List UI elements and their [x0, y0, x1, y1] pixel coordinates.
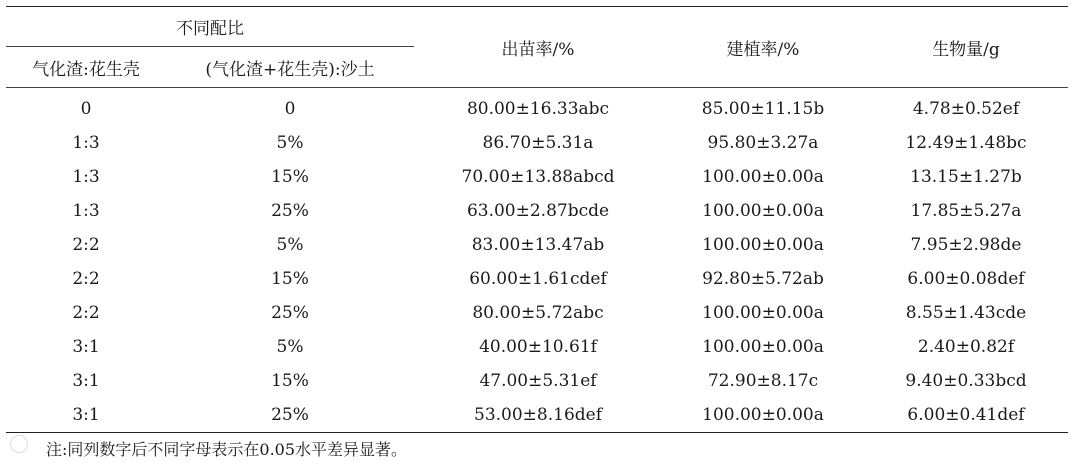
cell-emergence-rate: 53.00±8.16def	[414, 398, 662, 433]
cell-mix-sand-ratio: 25%	[166, 398, 414, 433]
cell-slag-peanut-ratio: 3:1	[72, 337, 100, 357]
table-row	[6, 194, 1068, 228]
cell-mix-sand-ratio: 5%	[276, 337, 304, 357]
cell-biomass: 6.00±0.41def	[864, 398, 1068, 433]
cell-establishment-rate: 92.80±5.72ab	[702, 269, 824, 289]
cell-establishment-rate: 100.00±0.00a	[702, 337, 824, 357]
cell-mix-sand-ratio: 15%	[271, 371, 309, 391]
cell-establishment-rate: 100.00±0.00a	[702, 235, 824, 255]
cell-emergence-rate: 70.00±13.88abcd	[461, 167, 615, 187]
cell-slag-peanut-ratio: 2:2	[72, 235, 100, 255]
table-row	[6, 262, 1068, 296]
cell-biomass: 13.15±1.27b	[910, 167, 1022, 187]
header-emergence-rate: 出苗率/%	[414, 7, 662, 88]
cell-emergence-rate: 80.00±5.72abc	[472, 303, 604, 323]
table-header	[6, 7, 1068, 88]
cell-slag-peanut-ratio: 0	[80, 99, 92, 119]
cell-biomass: 17.85±5.27a	[910, 201, 1022, 221]
cell-slag-peanut-ratio: 1:3	[72, 167, 100, 187]
cell-biomass: 12.49±1.48bc	[905, 133, 1027, 153]
cell-emergence-rate: 60.00±1.61cdef	[469, 269, 607, 289]
table-footnote: 注:同列数字后不同字母表示在0.05水平差异显著。	[46, 440, 408, 459]
cell-slag-peanut-ratio: 1:3	[72, 201, 100, 221]
cell-mix-sand-ratio: 5%	[276, 133, 304, 153]
cell-emergence-rate: 63.00±2.87bcde	[466, 201, 610, 221]
table-body	[6, 88, 1068, 433]
cell-establishment-rate: 85.00±11.15b	[701, 99, 825, 119]
cell-emergence-rate: 80.00±16.33abc	[466, 99, 610, 119]
table-row	[6, 398, 1068, 433]
cell-mix-sand-ratio: 15%	[271, 269, 309, 289]
watermark-circle-icon	[10, 435, 28, 453]
cell-biomass: 9.40±0.33bcd	[905, 371, 1027, 391]
cell-biomass: 6.00±0.08def	[907, 269, 1025, 289]
cell-biomass: 8.55±1.43cde	[905, 303, 1027, 323]
header-establishment-rate: 建植率/%	[662, 7, 864, 88]
cell-establishment-rate: 100.00±0.00a	[702, 303, 824, 323]
cell-biomass: 2.40±0.82f	[917, 337, 1015, 357]
cell-establishment-rate: 100.00±0.00a	[702, 167, 824, 187]
cell-slag-peanut-ratio: 3:1	[72, 371, 100, 391]
cell-emergence-rate: 83.00±13.47ab	[471, 235, 605, 255]
cell-mix-sand-ratio: 25%	[271, 201, 309, 221]
cell-establishment-rate: 95.80±3.27a	[707, 133, 819, 153]
cell-mix-sand-ratio: 25%	[271, 303, 309, 323]
table-row	[6, 88, 1068, 127]
data-table-container	[6, 6, 1068, 433]
cell-emergence-rate: 40.00±10.61f	[479, 337, 597, 357]
group-header-ratio: 不同配比	[6, 7, 414, 47]
cell-emergence-rate: 86.70±5.31a	[482, 133, 594, 153]
cell-establishment-rate: 100.00±0.00a	[702, 201, 824, 221]
table-row	[6, 228, 1068, 262]
cell-mix-sand-ratio: 15%	[271, 167, 309, 187]
table-row	[6, 160, 1068, 194]
cell-mix-sand-ratio: 5%	[276, 235, 304, 255]
cell-biomass: 4.78±0.52ef	[912, 99, 1020, 119]
header-biomass: 生物量/g	[864, 7, 1068, 88]
subheader-mix-sand-ratio: (气化渣+花生壳):沙土	[166, 47, 414, 88]
data-table	[6, 6, 1068, 433]
cell-slag-peanut-ratio: 1:3	[72, 133, 100, 153]
cell-slag-peanut-ratio: 2:2	[72, 269, 100, 289]
table-row	[6, 330, 1068, 364]
cell-slag-peanut-ratio: 2:2	[72, 303, 100, 323]
cell-establishment-rate: 100.00±0.00a	[662, 398, 864, 433]
table-row	[6, 364, 1068, 398]
table-row	[6, 296, 1068, 330]
cell-mix-sand-ratio: 0	[284, 99, 296, 119]
cell-slag-peanut-ratio: 3:1	[6, 398, 166, 433]
subheader-slag-peanut-ratio: 气化渣:花生壳	[6, 47, 166, 88]
table-row	[6, 126, 1068, 160]
cell-biomass: 7.95±2.98de	[910, 235, 1022, 255]
cell-emergence-rate: 47.00±5.31ef	[479, 371, 597, 391]
cell-establishment-rate: 72.90±8.17c	[707, 371, 819, 391]
